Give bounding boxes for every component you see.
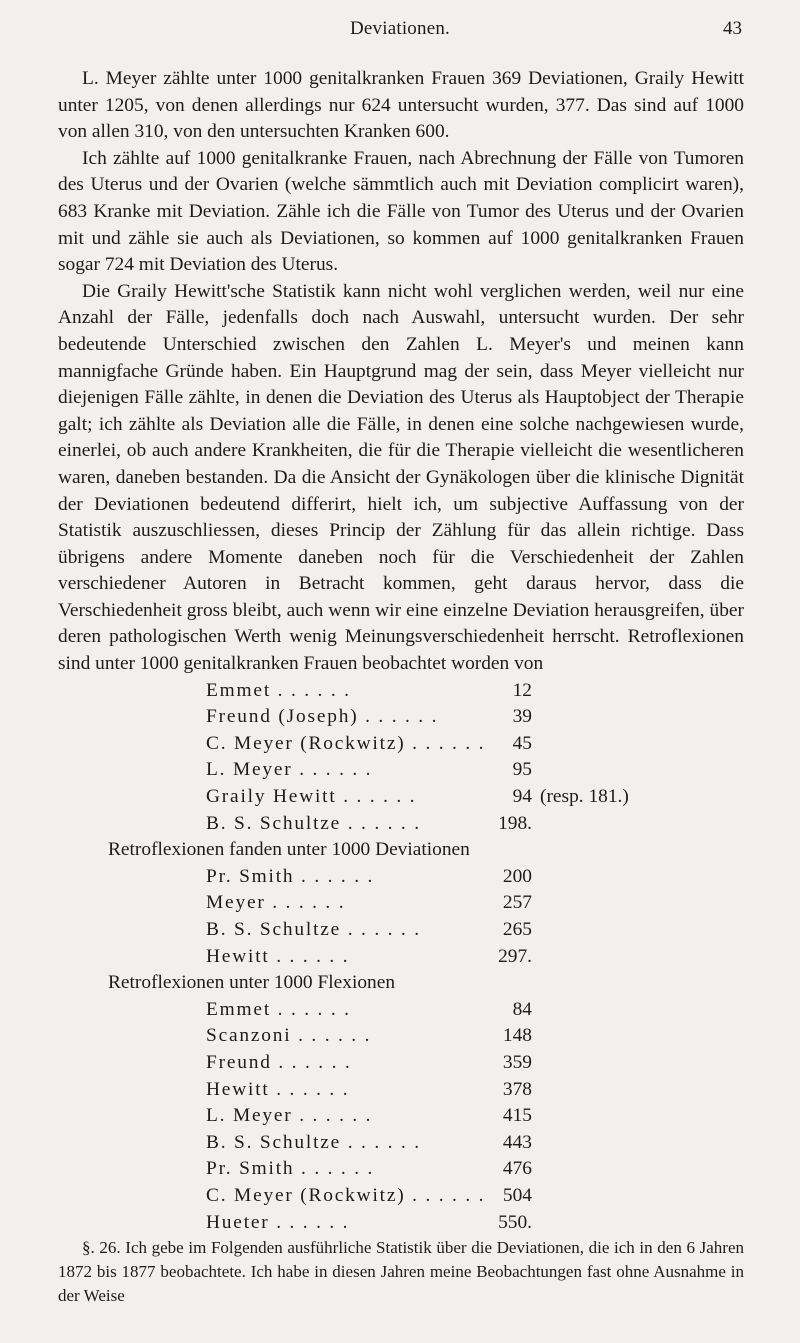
author-name: Freund . . . . . .	[206, 1051, 352, 1073]
list-label-deviationen: Retroflexionen fanden unter 1000 Deviationen	[108, 839, 470, 861]
author-name: B. S. Schultze . . . . . .	[206, 919, 421, 940]
author-name: Graily Hewitt . . . . . .	[206, 786, 417, 808]
author-name: Pr. Smith . . . . . .	[206, 865, 375, 887]
paragraph-1: L. Meyer zählte unter 1000 genitalkranken Frauen 369 Deviationen, Graily Hewitt unter 1205, von denen allerdings nur 624 untersucht wurden, 377. Das sind auf 1000 von allen 310, von den untersuchten Kranken 600.	[58, 68, 744, 143]
count-value: 550.	[498, 1211, 532, 1233]
section-26-paragraph: §. 26. Ich gebe im Folgenden ausführliche Statistik über die Deviationen, die ich in den 6 Jahren 1872 bis 1877 beobachtete. Ich habe in diesen Jahren meine Beobachtungen fast ohne Ausnahme in der Weise	[58, 1238, 744, 1306]
count-value: 476	[502, 1158, 532, 1180]
body-text	[58, 66, 744, 1308]
list-entry	[206, 1210, 744, 1237]
count-value: 504	[502, 1184, 532, 1206]
count-value: 443	[502, 1131, 532, 1153]
count-value: 378	[502, 1078, 532, 1100]
list-label-flexionen: Retroflexionen unter 1000 Flexionen	[108, 972, 396, 994]
list-entry	[206, 1103, 744, 1130]
count-value: 12	[512, 679, 532, 701]
list-entry	[206, 1023, 744, 1050]
list-entry	[206, 811, 744, 838]
retroflexion-list-deviationen	[206, 864, 744, 970]
count-value: 39	[512, 706, 532, 728]
author-name: B. S. Schultze . . . . . .	[206, 1131, 421, 1153]
paragraph-2: Ich zählte auf 1000 genitalkranke Frauen, nach Abrechnung der Fälle von Tumoren des Uterus und der Ovarien (welche sämmtlich auch mit Deviation complicirt waren), 683 Kranke mit Deviation. Zähle ich die Fälle von Tumor des Uterus und der Ovarien mit und zähle sie auch als Deviationen, so kommen auf 1000 genitalkranken Frauen sogar 724 mit Deviation des Uterus.	[58, 147, 744, 276]
count-value: 95	[512, 759, 532, 781]
page-number: 43	[723, 18, 742, 39]
list-entry	[206, 917, 744, 944]
author-name: Emmet . . . . . .	[206, 679, 351, 701]
count-value: 415	[502, 1105, 532, 1127]
count-value: 84	[512, 998, 532, 1020]
count-value: 200	[502, 865, 532, 887]
author-name: B. S. Schultze . . . . . .	[206, 812, 421, 834]
count-value: 148	[502, 1025, 532, 1047]
list-entry	[206, 1156, 744, 1183]
list-entry	[206, 1130, 744, 1157]
paragraph-3: Die Graily Hewitt'sche Statistik kann nicht wohl verglichen werden, weil nur eine Anzahl der Fälle, jedenfalls doch nach Auswahl, untersucht wurden. Der sehr bedeutende Unterschied zwischen den Zahlen L. Meyer's und meinen kann mannigfache Gründe haben. Ein Hauptgrund mag der sein, dass Meyer vielleicht nur diejenigen Fälle zählte, in denen die Deviation des Uterus als Hauptobject der Therapie galt; ich zählte als Deviation alle die Fälle, in denen eine solche nachgewiesen wurde, einerlei, ob auch andere Krankheiten, die für die Therapie vielleicht die wesentlicheren waren, daneben bestanden. Da die Ansicht der Gynäkologen über die klinische Dignität der Deviationen bedeutend differirt, hielt ich, um subjective Auffassung von der Statistik auszuschliessen, dieses Princip der Zählung für das allein richtige. Dass übrigens andere Momente daneben noch für die Verschiedenheit der Zahlen verschiedener Autoren in Betracht kommen, geht daraus hervor, dass die Verschiedenheit gross bleibt, auch wenn wir eine einzelne Deviation herausgreifen, über deren pathologischen Werth wenig Meinungsverschiedenheit herrscht. Retroflexionen sind unter 1000 genitalkranken Frauen beobachtet worden von	[58, 280, 744, 675]
count-note: (resp. 181.)	[540, 786, 629, 808]
count-value: 265	[502, 919, 532, 940]
page-header	[0, 18, 800, 48]
list-entry	[206, 864, 744, 891]
count-value: 45	[512, 732, 532, 754]
count-value: 198.	[498, 812, 532, 834]
list-entry	[206, 997, 744, 1024]
list-entry	[206, 731, 744, 758]
list-entry	[206, 1050, 744, 1077]
author-name: Hueter . . . . . .	[206, 1211, 350, 1233]
author-name: C. Meyer (Rockwitz) . . . . . .	[206, 732, 486, 754]
running-title: Deviationen.	[349, 18, 450, 39]
retroflexion-list-genital	[206, 678, 744, 838]
count-value: 94	[512, 786, 532, 808]
list-entry	[206, 784, 744, 811]
count-value: 359	[502, 1051, 532, 1073]
list-entry	[206, 678, 744, 705]
author-name: Scanzoni . . . . . .	[206, 1025, 372, 1047]
author-name: Hewitt . . . . . .	[206, 1078, 350, 1100]
list-entry	[206, 890, 744, 917]
retroflexion-list-flexionen	[206, 997, 744, 1236]
list-entry	[206, 704, 744, 731]
author-name: L. Meyer . . . . . .	[206, 1105, 373, 1127]
count-value: 297.	[498, 945, 532, 967]
list-entry	[206, 1183, 744, 1210]
author-name: Hewitt . . . . . .	[206, 945, 350, 967]
count-value: 257	[502, 892, 532, 914]
list-entry	[206, 1077, 744, 1104]
author-name: Meyer . . . . . .	[206, 892, 346, 914]
author-name: C. Meyer (Rockwitz) . . . . . .	[206, 1184, 486, 1206]
author-name: Freund (Joseph) . . . . . .	[206, 706, 439, 728]
list-entry	[206, 944, 744, 971]
author-name: L. Meyer . . . . . .	[206, 759, 373, 781]
list-entry	[206, 757, 744, 784]
author-name: Pr. Smith . . . . . .	[206, 1158, 375, 1180]
author-name: Emmet . . . . . .	[206, 998, 351, 1020]
